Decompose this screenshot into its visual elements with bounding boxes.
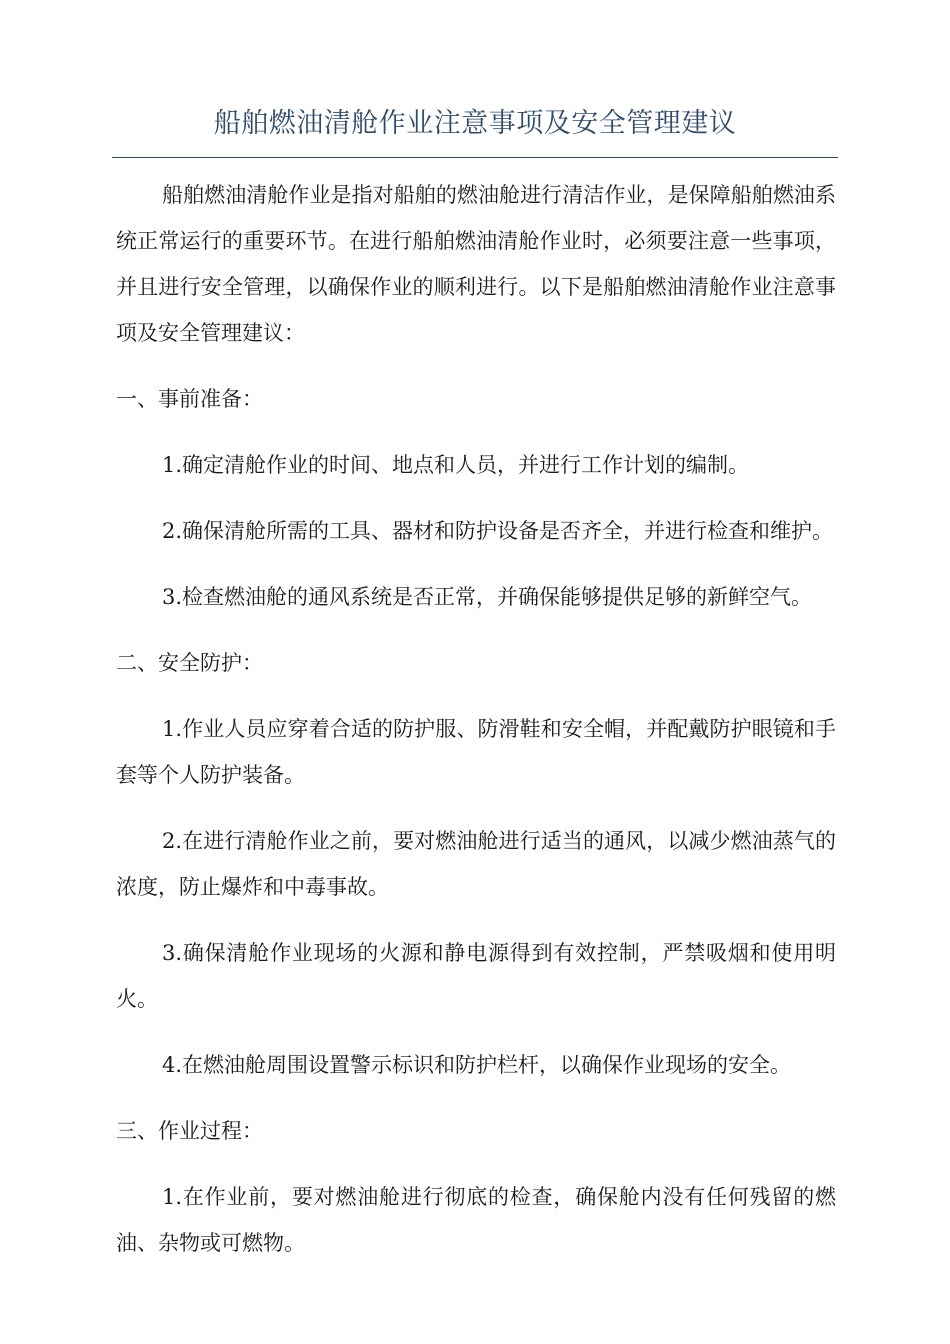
section-heading: 三、作业过程： bbox=[116, 1119, 263, 1143]
document-body bbox=[116, 172, 836, 1266]
list-item: 3.检查燃油舱的通风系统是否正常，并确保能够提供足够的新鲜空气。 bbox=[162, 585, 813, 609]
list-item: 2.在进行清舱作业之前，要对燃油舱进行适当的通风，以减少燃油蒸气的浓度，防止爆炸和中毒事故。 bbox=[116, 829, 836, 899]
list-item: 1.确定清舱作业的时间、地点和人员，并进行工作计划的编制。 bbox=[162, 453, 750, 477]
section-heading: 二、安全防护： bbox=[116, 651, 263, 675]
list-item: 2.确保清舱所需的工具、器材和防护设备是否齐全，并进行检查和维护。 bbox=[162, 519, 834, 543]
intro-paragraph: 船舶燃油清舱作业是指对船舶的燃油舱进行清洁作业，是保障船舶燃油系统正常运行的重要环节。在进行船舶燃油清舱作业时，必须要注意一些事项，并且进行安全管理，以确保作业的顺利进行。以下是船舶燃油清舱作业注意事项及安全管理建议： bbox=[116, 183, 836, 345]
list-item: 1.在作业前，要对燃油舱进行彻底的检查，确保舱内没有任何残留的燃油、杂物或可燃物。 bbox=[116, 1185, 836, 1255]
document-title: 船舶燃油清舱作业注意事项及安全管理建议 bbox=[213, 108, 737, 139]
list-item: 3.确保清舱作业现场的火源和静电源得到有效控制，严禁吸烟和使用明火。 bbox=[116, 941, 836, 1011]
title-divider bbox=[112, 157, 838, 158]
list-item: 4.在燃油舱周围设置警示标识和防护栏杆，以确保作业现场的安全。 bbox=[162, 1053, 792, 1077]
list-item: 1.作业人员应穿着合适的防护服、防滑鞋和安全帽，并配戴防护眼镜和手套等个人防护装备。 bbox=[116, 717, 836, 787]
section-heading: 一、事前准备： bbox=[116, 387, 263, 411]
